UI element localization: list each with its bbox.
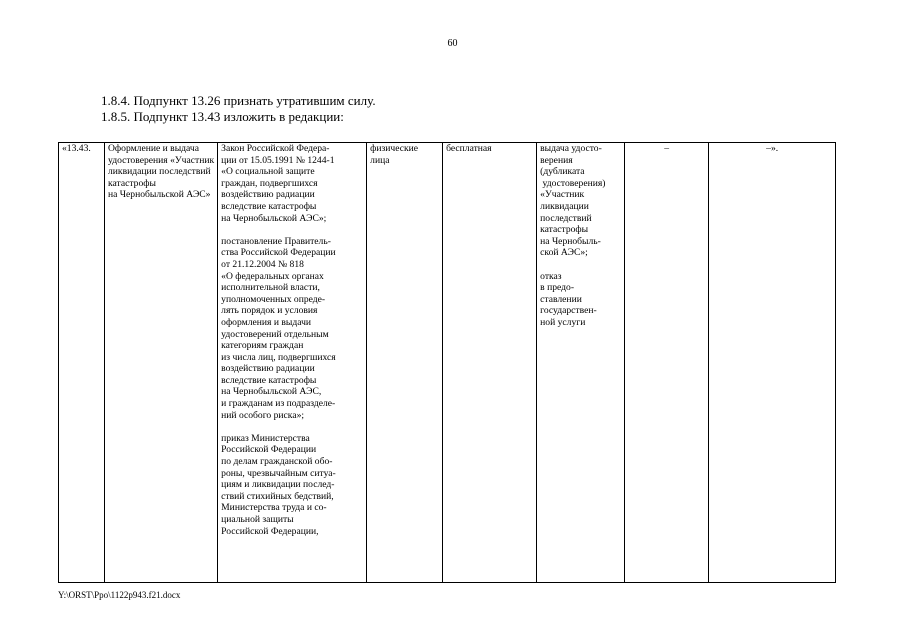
services-table [58, 142, 836, 583]
cell-dash-1: – [625, 143, 709, 583]
footer-file-path: Y:\ORST\Ppo\1122p943.f21.docx [58, 590, 181, 600]
cell-item-number: «13.43. [59, 143, 105, 583]
cell-dash-2: –». [709, 143, 836, 583]
cell-recipients: физические лица [367, 143, 443, 583]
cell-service-name: Оформление и выдача удостоверения «Участник ликвидации последствий катастрофы на Чернобыльской АЭС» [105, 143, 218, 583]
paragraph-1-8-4: 1.8.4. Подпункт 13.26 признать утратившим силу. [101, 93, 376, 108]
cell-fee: бесплатная [443, 143, 537, 583]
cell-legal-basis: Закон Российской Федера- ции от 15.05.1991 № 1244-1 «О социальной защите граждан, подвергшихся воздействию радиации вследствие катастрофы на Чернобыльской АЭС»; постановление Правитель- ства Российской Федерации от 21.12.2004 № 818 «О федеральных органах исполнительной власти, уполномоченных опреде- лять порядок и условия оформления и выдачи удостоверений отдельным категориям граждан из числа лиц, подвергшихся воздействию радиации вследствие катастрофы на Чернобыльской АЭС, и гражданам из подразделе- ний особого риска»; приказ Министерства Российской Федерации по делам гражданской обо- роны, чрезвычайным ситуа- циям и ликвидации послед- ствий стихийных бедствий, Министерства труда и со- циальной защиты Российской Федерации, [218, 143, 367, 583]
table-row [59, 143, 836, 583]
page-number: 60 [447, 38, 458, 49]
paragraph-1-8-5: 1.8.5. Подпункт 13.43 изложить в редакции: [101, 109, 344, 124]
cell-result: выдача удосто- верения (дубликата удостоверения) «Участник ликвидации последствий катастрофы на Чернобыль- ской АЭС»; отказ в предо- ставлении государствен- ной услуги [537, 143, 625, 583]
